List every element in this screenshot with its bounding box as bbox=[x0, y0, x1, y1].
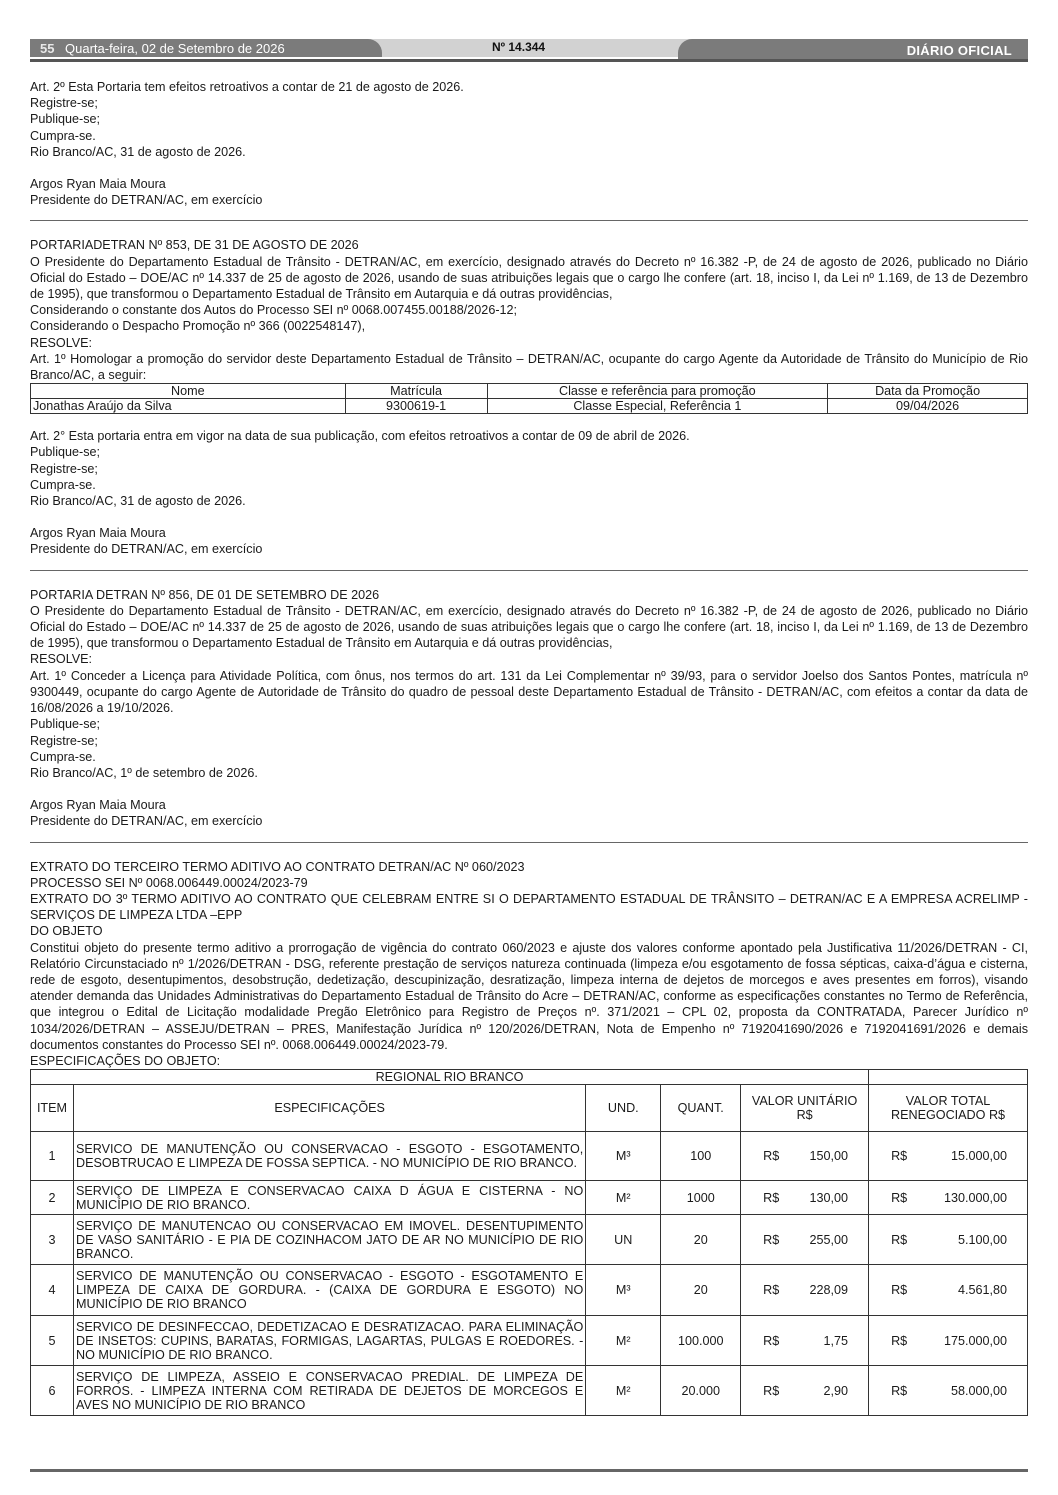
text-line: Cumpra-se. bbox=[30, 749, 96, 764]
article-text: Art. 1º Conceder a Licença para Atividade Política, com ônus, nos termos do art. 131 da Lei Complementar nº 39/93, para o servidor Joelso dos Santos Pontes, matrícula nº 9300449, ocupante do cargo Agente de Autoridade de Trânsito do quadro de pessoal deste Departamento Estadual de Trânsito - DETRAN/AC, com efeitos a contar da data de 16/08/2026 a 19/10/2026. bbox=[30, 668, 1028, 716]
table-row bbox=[31, 1366, 1028, 1416]
item-spec: SERVIÇO DE LIMPEZA, ASSEIO E CONSERVACAO PREDIAL. DE LIMPEZA DE FORROS. - LIMPEZA INTERNA COM RETIRADA DE DEJETOS DE MORCEGOS E AVES NO MUNICÍPIO DE RIO BRANCO bbox=[73, 1366, 585, 1416]
text-line: Registre-se; bbox=[30, 461, 98, 476]
region-label: REGIONAL RIO BRANCO bbox=[31, 1070, 869, 1085]
currency-label: R$ bbox=[891, 1333, 908, 1348]
currency-label: R$ bbox=[891, 1383, 908, 1398]
section-extrato-aditivo bbox=[30, 843, 1028, 1417]
item-qty: 20 bbox=[661, 1215, 741, 1265]
preamble: O Presidente do Departamento Estadual de Trânsito - DETRAN/AC, em exercício, designado através do Decreto nº 16.382 -P, de 24 de agosto de 2026, publicado no Diário Oficial do Estado – DOE/AC nº 14.337 de 25 de agosto de 2026, usando de suas atribuições legais que o cargo lhe confere (art. 18, inciso I, da Lei nº 1.169, de 13 de Dezembro de 1995), que transformou o Departamento Estadual de Trânsito em Autarquia e dá outras providências, bbox=[30, 254, 1028, 302]
currency-label: R$ bbox=[763, 1333, 780, 1348]
text-line: Registre-se; bbox=[30, 96, 98, 111]
section-subtitle: EXTRATO DO 3º TERMO ADITIVO AO CONTRATO QUE CELEBRAM ENTRE SI O DEPARTAMENTO ESTADUAL DE TRÂNSITO – DETRAN/AC E A EMPRESA ACRELIMP - SERVIÇOS DE LIMPEZA LTDA –EPP bbox=[30, 891, 1028, 923]
currency-label: R$ bbox=[763, 1383, 780, 1398]
currency-label: R$ bbox=[891, 1190, 908, 1205]
text-line: Rio Branco/AC, 31 de agosto de 2026. bbox=[30, 494, 246, 509]
item-spec: SERVICO DE MANUTENÇÃO OU CONSERVACAO - ESGOTO - ESGOTAMENTO E LIMPEZA DE CAIXA DE GORDURA. - (CAIXA DE GORDURA E ESGOTO) NO MUNICÍPIO DE RIO BRANCO bbox=[73, 1265, 585, 1316]
section-portaria-853 bbox=[30, 221, 1028, 570]
item-unit: UN bbox=[586, 1215, 661, 1265]
object-text: Constitui objeto do presente termo aditivo a prorrogação de vigência do contrato 060/2023 e ajuste dos valores conforme apontado pela Justificativa 11/2026/DETRAN - CI, Relatório Circunstaciado nº 1/2026/DETRAN - DSG, referente prestação de serviços natureza continuada (limpeza e/ou esgotamento de fossa sépticas, caixa-d’água e cisterna, rede de esgoto, desentupimentos, desobstrução, dedetização, descupinização, desratização, limpeza interna de dejetos de morcegos e aves presentes em forros), visando atender demanda das Unidades Administrativas do Departamento Estadual de Trânsito do Acre – DETRAN/AC, conforme as especificações constantes no Termo de Referência, que integrou o Edital de Licitação modalidade Pregão Eletrônico para Registro de Preços nº. 371/2021 – CPL 02, proposta da CONTRATADA, Parecer Jurídico nº 1034/2026/DETRAN – ASSEJU/DETRAN – PRES, Manifestação Jurídica nº 120/2026/DETRAN, Nota de Empenho nº 7192041690/2026 e 7192041691/2026 e demais documentos constantes do Processo SEI nº. 0068.006449.00024/2023-79. bbox=[30, 940, 1028, 1052]
footer-rule bbox=[30, 1469, 1028, 1472]
object-heading: DO OBJETO bbox=[30, 924, 103, 939]
process-number: PROCESSO SEI Nº 0068.006449.00024/2023-79 bbox=[30, 875, 308, 890]
article-text: Art. 1º Homologar a promoção do servidor deste Departamento Estadual de Trânsito – DETRAN/AC, ocupante do cargo Agente da Autoridade de Trânsito do Município de Rio Branco/AC, a seguir: bbox=[30, 351, 1028, 383]
table-row bbox=[31, 399, 1028, 414]
item-spec: SERVIÇO DE MANUTENCAO OU CONSERVACAO EM IMOVEL. DESENTUPIMENTO DE VASO SANITÁRIO - E PIA DE COZINHACOM JATO DE AR NO MUNICÍPIO DE RIO BRANCO. bbox=[73, 1215, 585, 1265]
region-row bbox=[31, 1070, 1028, 1085]
currency-label: R$ bbox=[763, 1283, 780, 1298]
header-unit-value: VALOR UNITÁRIO R$ bbox=[741, 1085, 869, 1132]
item-number: 2 bbox=[31, 1181, 74, 1215]
item-unit: M² bbox=[586, 1366, 661, 1416]
table-header-cell: Matrícula bbox=[345, 384, 487, 399]
section-title: PORTARIA DETRAN Nº 856, DE 01 DE SETEMBRO DE 2026 bbox=[30, 587, 380, 602]
value: 15.000,00 bbox=[950, 1149, 1007, 1164]
header-rule bbox=[30, 59, 1028, 62]
signature-role: Presidente do DETRAN/AC, em exercício bbox=[30, 193, 263, 208]
table-cell: Classe Especial, Referência 1 bbox=[487, 399, 828, 414]
item-qty: 100.000 bbox=[661, 1316, 741, 1366]
table-row bbox=[31, 1215, 1028, 1265]
signature-role: Presidente do DETRAN/AC, em exercício bbox=[30, 814, 263, 829]
text-line: Cumpra-se. bbox=[30, 128, 96, 143]
currency-label: R$ bbox=[891, 1232, 908, 1247]
value: 175.000,00 bbox=[943, 1333, 1007, 1348]
document-page bbox=[30, 36, 1028, 1416]
item-number: 1 bbox=[31, 1132, 74, 1181]
text-line: Cumpra-se. bbox=[30, 477, 96, 492]
item-number: 3 bbox=[31, 1215, 74, 1265]
item-unit-value bbox=[741, 1215, 869, 1265]
item-number: 6 bbox=[31, 1366, 74, 1416]
issue-date: Quarta-feira, 02 de Setembro de 2026 bbox=[65, 41, 285, 56]
text-line: Registre-se; bbox=[30, 733, 98, 748]
page-header bbox=[30, 36, 1028, 62]
table-row bbox=[31, 1132, 1028, 1181]
text-line: Rio Branco/AC, 31 de agosto de 2026. bbox=[30, 144, 246, 159]
item-spec: SERVICO DE MANUTENÇÃO OU CONSERVACAO - ESGOTO - ESGOTAMENTO, DESOBTRUCAO E LIMPEZA DE FOSSA SEPTICA. - NO MUNICÍPIO DE RIO BRANCO. bbox=[73, 1132, 585, 1181]
value: 2,90 bbox=[823, 1383, 849, 1398]
table-header-cell: Data da Promoção bbox=[828, 384, 1028, 399]
currency-label: R$ bbox=[891, 1283, 908, 1298]
item-qty: 1000 bbox=[661, 1181, 741, 1215]
item-qty: 20.000 bbox=[661, 1366, 741, 1416]
value: 5.100,00 bbox=[957, 1232, 1007, 1247]
section-title: PORTARIADETRAN Nº 853, DE 31 DE AGOSTO DE 2026 bbox=[30, 238, 359, 253]
item-unit: M² bbox=[586, 1316, 661, 1366]
resolve: RESOLVE: bbox=[30, 335, 93, 350]
table-cell: 9300619-1 bbox=[345, 399, 487, 414]
table-row bbox=[31, 1181, 1028, 1215]
header-item: ITEM bbox=[31, 1085, 74, 1132]
item-unit-value bbox=[741, 1265, 869, 1316]
currency-label: R$ bbox=[763, 1232, 780, 1247]
item-total-value bbox=[869, 1366, 1028, 1416]
item-unit-value bbox=[741, 1132, 869, 1181]
table-row bbox=[31, 1316, 1028, 1366]
header-spec: ESPECIFICAÇÕES bbox=[73, 1085, 585, 1132]
value: 130.000,00 bbox=[943, 1190, 1007, 1205]
item-qty: 100 bbox=[661, 1132, 741, 1181]
item-spec: SERVICO DE DESINFECCAO, DEDETIZACAO E DESRATIZACAO. PARA ELIMINAÇÃO DE INSETOS: CUPINS, BARATAS, FORMIGAS, LAGARTAS, PULGAS E ROEDORES. - NO MUNICÍPIO DE RIO BRANCO. bbox=[73, 1316, 585, 1366]
section-portaria-856 bbox=[30, 571, 1028, 843]
value: 150,00 bbox=[809, 1149, 849, 1164]
page-number: 55 bbox=[40, 41, 55, 56]
text-line: Rio Branco/AC, 1º de setembro de 2026. bbox=[30, 765, 258, 780]
currency-label: R$ bbox=[763, 1149, 780, 1164]
table-cell: 09/04/2026 bbox=[828, 399, 1028, 414]
considering: Considerando o Despacho Promoção nº 366 (0022548147), bbox=[30, 319, 366, 334]
header-total-value: VALOR TOTAL RENEGOCIADO R$ bbox=[869, 1085, 1028, 1132]
document-body bbox=[30, 62, 1028, 1416]
item-total-value bbox=[869, 1265, 1028, 1316]
table-row bbox=[31, 1265, 1028, 1316]
header-qty: QUANT. bbox=[661, 1085, 741, 1132]
text-line: Publique-se; bbox=[30, 112, 101, 127]
table-cell-empty bbox=[869, 1070, 1028, 1085]
table-header-cell: Nome bbox=[31, 384, 346, 399]
item-qty: 20 bbox=[661, 1265, 741, 1316]
value: 228,09 bbox=[809, 1283, 849, 1298]
item-unit: M² bbox=[586, 1181, 661, 1215]
value: 4.561,80 bbox=[957, 1283, 1007, 1298]
signature-role: Presidente do DETRAN/AC, em exercício bbox=[30, 542, 263, 557]
item-total-value bbox=[869, 1316, 1028, 1366]
item-unit-value bbox=[741, 1316, 869, 1366]
item-unit: M³ bbox=[586, 1132, 661, 1181]
currency-label: R$ bbox=[763, 1190, 780, 1205]
considering: Considerando o constante dos Autos do Processo SEI nº 0068.007455.00188/2026-12; bbox=[30, 303, 518, 318]
item-total-value bbox=[869, 1215, 1028, 1265]
header-unit: UND. bbox=[586, 1085, 661, 1132]
item-spec: SERVIÇO DE LIMPEZA E CONSERVACAO CAIXA D ÁGUA E CISTERNA - NO MUNICÍPIO DE RIO BRANCO. bbox=[73, 1181, 585, 1215]
promotion-table bbox=[30, 383, 1028, 414]
item-total-value bbox=[869, 1181, 1028, 1215]
item-unit-value bbox=[741, 1366, 869, 1416]
table-header-cell: Classe e referência para promoção bbox=[487, 384, 828, 399]
item-number: 5 bbox=[31, 1316, 74, 1366]
item-unit: M³ bbox=[586, 1265, 661, 1316]
preamble: O Presidente do Departamento Estadual de Trânsito - DETRAN/AC, em exercício, designado através do Decreto nº 16.382 -P, de 24 de agosto de 2026, publicado no Diário Oficial do Estado – DOE/AC nº 14.337 de 25 de agosto de 2026, usando de suas atribuições legais que o cargo lhe confere (art. 18, inciso I, da Lei nº 1.169, de 13 de Dezembro de 1995), que transformou o Departamento Estadual de Trânsito em Autarquia e dá outras providências, bbox=[30, 603, 1028, 651]
value: 1,75 bbox=[823, 1333, 849, 1348]
table-header-row bbox=[31, 1085, 1028, 1132]
text-line: Art. 2º Esta Portaria tem efeitos retroativos a contar de 21 de agosto de 2026. bbox=[30, 80, 464, 94]
publication-title: DIÁRIO OFICIAL bbox=[906, 43, 1012, 58]
text-line: Art. 2° Esta portaria entra em vigor na data de sua publicação, com efeitos retroativos a contar de 09 de abril de 2026. bbox=[30, 429, 690, 444]
signature-name: Argos Ryan Maia Moura bbox=[30, 526, 166, 541]
item-total-value bbox=[869, 1132, 1028, 1181]
specifications-table bbox=[30, 1069, 1028, 1416]
text-line: Publique-se; bbox=[30, 717, 101, 732]
item-number: 4 bbox=[31, 1265, 74, 1316]
text-line: Publique-se; bbox=[30, 445, 101, 460]
value: 255,00 bbox=[809, 1232, 849, 1247]
issue-number: Nº 14.344 bbox=[492, 40, 546, 54]
table-header-row bbox=[31, 384, 1028, 399]
signature-name: Argos Ryan Maia Moura bbox=[30, 798, 166, 813]
value: 130,00 bbox=[809, 1190, 849, 1205]
section-title: EXTRATO DO TERCEIRO TERMO ADITIVO AO CONTRATO DETRAN/AC Nº 060/2023 bbox=[30, 859, 525, 874]
table-cell: Jonathas Araújo da Silva bbox=[31, 399, 346, 414]
section-portaria-end bbox=[30, 62, 1028, 221]
item-unit-value bbox=[741, 1181, 869, 1215]
specs-heading: ESPECIFICAÇÕES DO OBJETO: bbox=[30, 1053, 221, 1068]
resolve: RESOLVE: bbox=[30, 652, 93, 667]
signature-name: Argos Ryan Maia Moura bbox=[30, 177, 166, 192]
currency-label: R$ bbox=[891, 1149, 908, 1164]
value: 58.000,00 bbox=[950, 1383, 1007, 1398]
